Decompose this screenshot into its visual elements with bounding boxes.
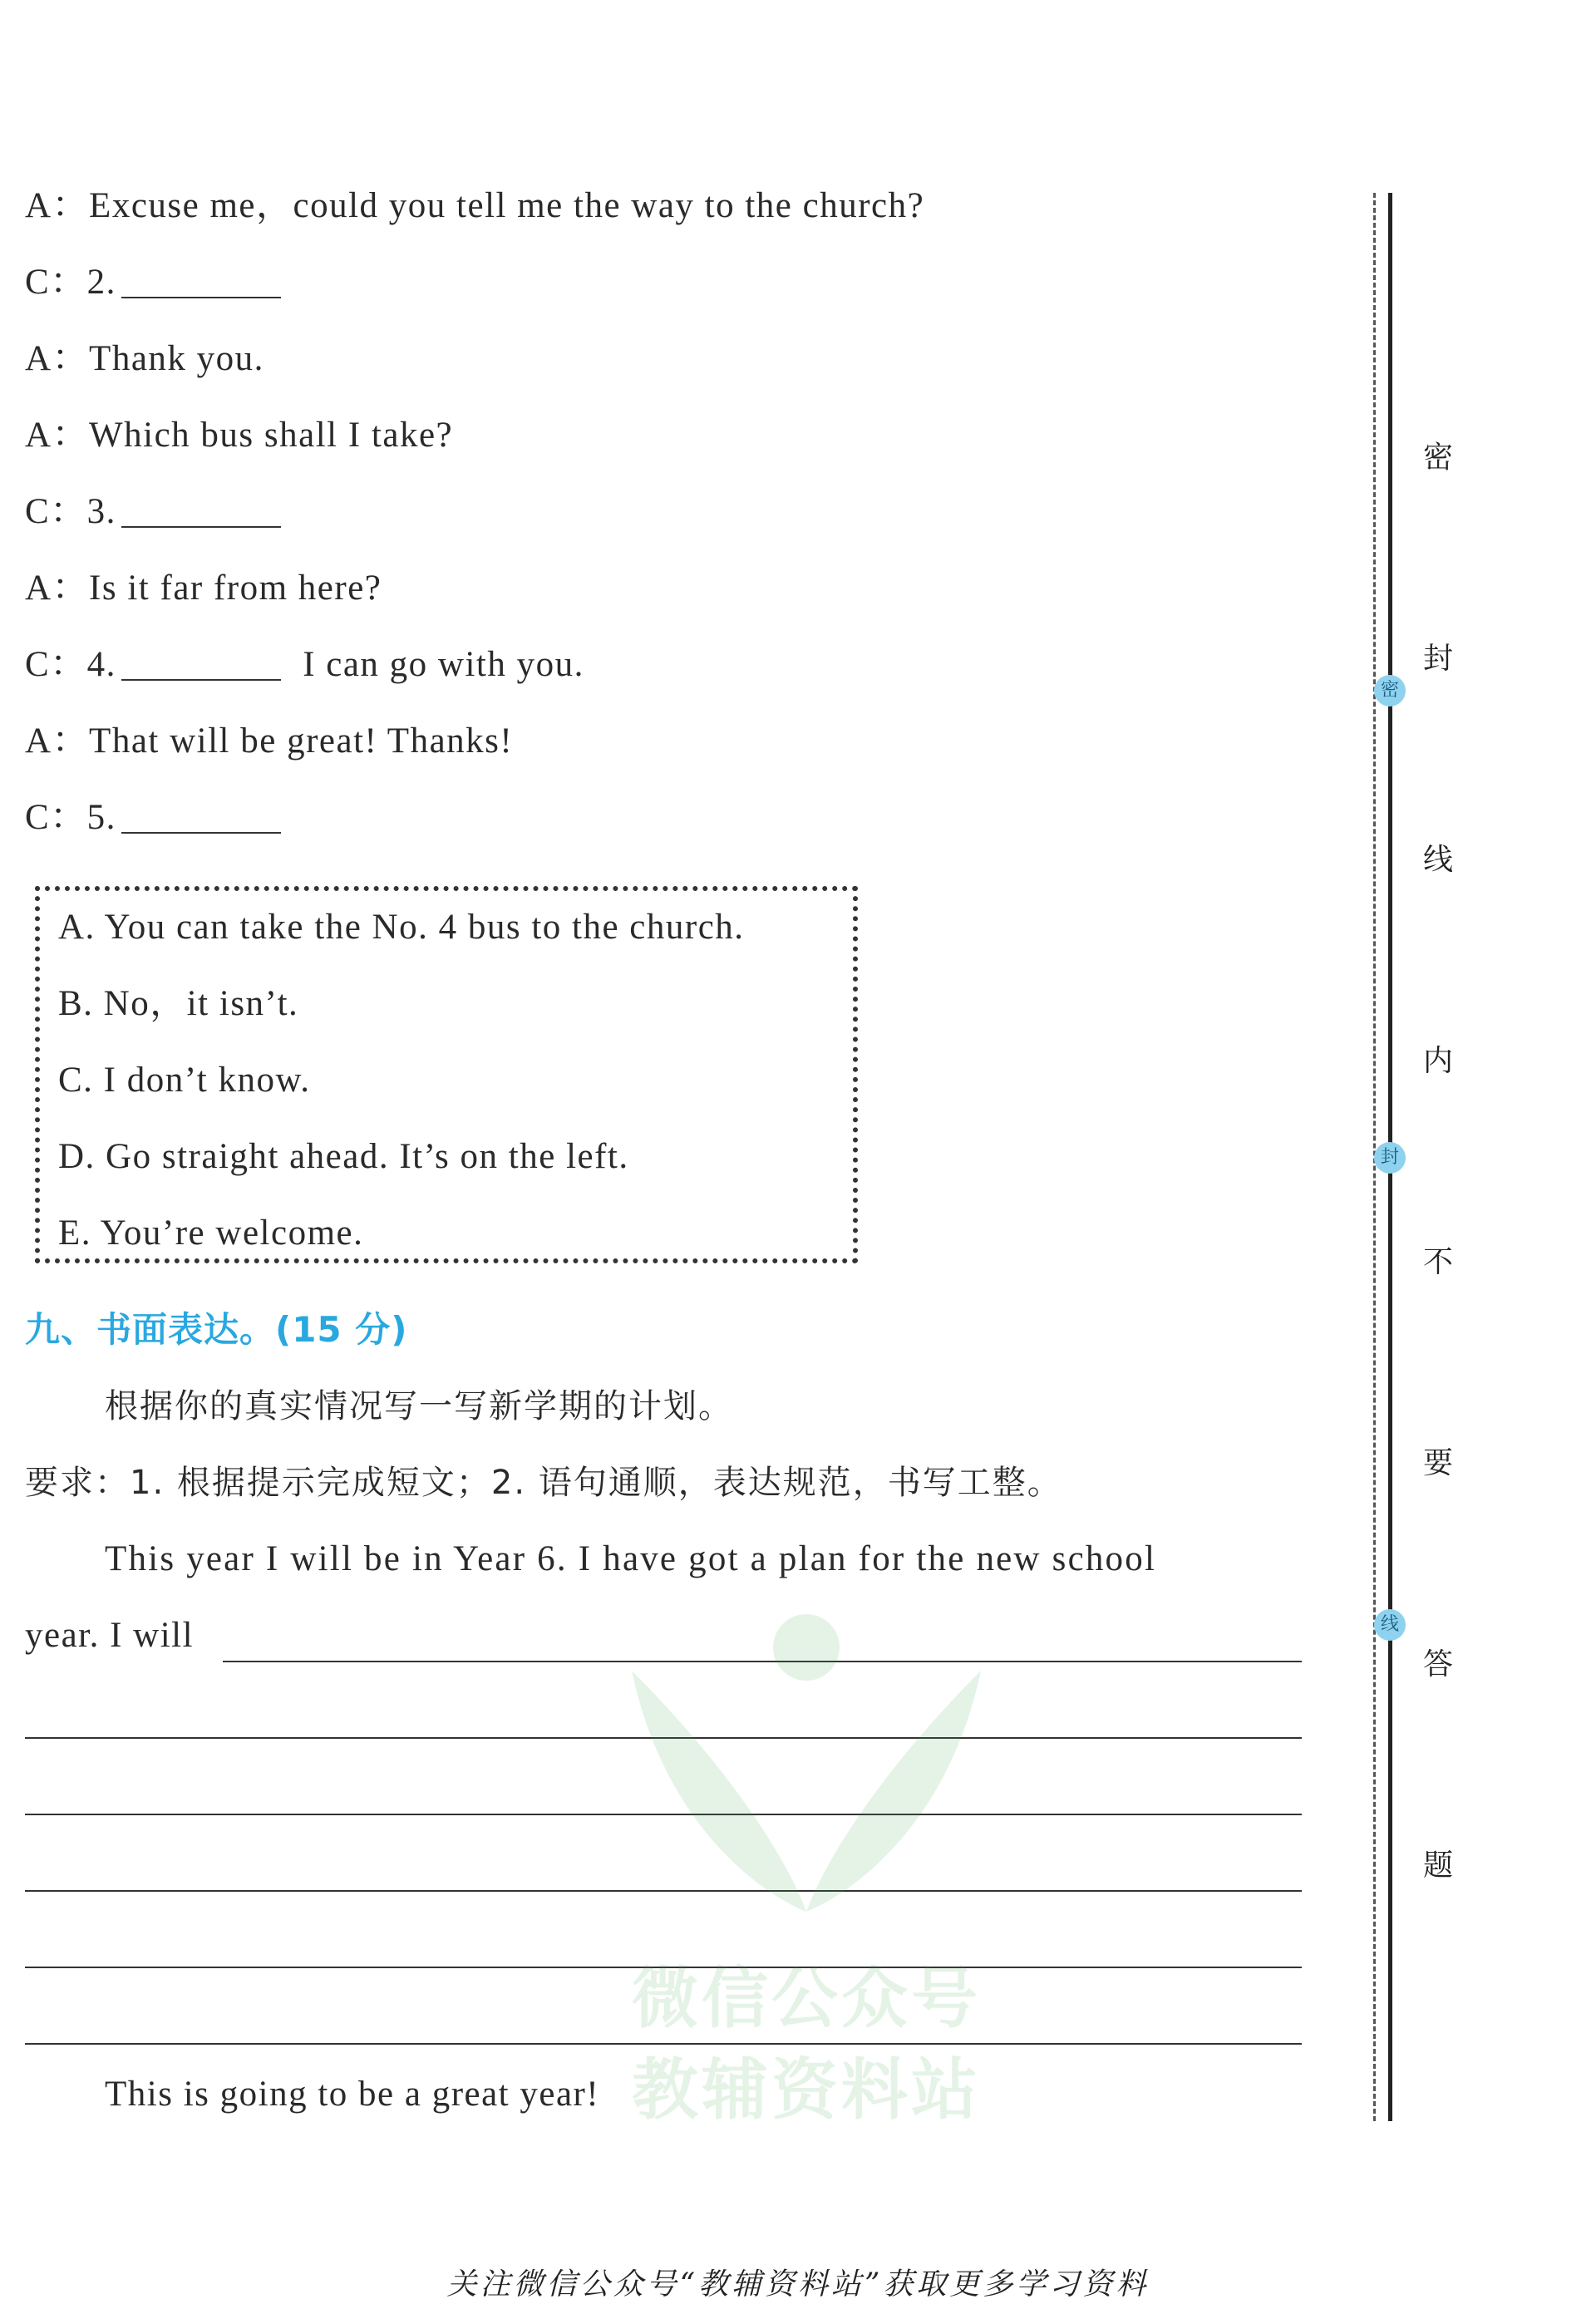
margin-char-5: 不 [1423, 1245, 1454, 1279]
answer-blank-3[interactable] [121, 493, 281, 528]
writing-instruction: 根据你的真实情况写一写新学期的计划。 [105, 1387, 733, 1425]
option-e: E. You’re welcome. [58, 1214, 364, 1253]
dialogue-line-7: C：4. I can go with you. [25, 645, 584, 684]
margin-char-8: 题 [1423, 1849, 1454, 1883]
answer-blank-5[interactable] [121, 799, 281, 834]
margin-badge-mi: 密 [1374, 675, 1406, 706]
options-box [35, 886, 858, 1263]
closing-sentence: This is going to be a great year! [105, 2075, 600, 2114]
margin-badge-xian: 线 [1374, 1609, 1406, 1641]
dialogue-line-1: A：Excuse me，could you tell me the way to the church? [25, 186, 925, 225]
watermark [598, 1612, 1014, 2144]
dialogue-line-6: A：Is it far from here? [25, 569, 382, 608]
prompt-line-2: year. I will [25, 1616, 195, 1655]
option-d: D. Go straight ahead. It’s on the left. [58, 1137, 629, 1176]
margin-char-3: 线 [1423, 843, 1454, 877]
watermark-text-2: 教辅资料站 [632, 2051, 981, 2129]
margin-badge-feng: 封 [1374, 1142, 1406, 1174]
prompt-line-1: This year I will be in Year 6. I have got a plan for the new school [105, 1539, 1157, 1578]
option-b: B. No，it isn’t. [58, 984, 299, 1023]
dialogue-line-2: C：2. [25, 259, 281, 306]
margin-char-1: 密 [1423, 441, 1454, 475]
option-a: A. You can take the No. 4 bus to the church. [58, 908, 745, 947]
answer-blank-2[interactable] [121, 263, 281, 298]
dialogue-line-3: A：Thank you. [25, 339, 264, 378]
dialogue-line-9: C：5. [25, 795, 281, 841]
dialogue-line-5: C：3. [25, 489, 281, 535]
section-heading: 九、书面表达。(15 分) [25, 1309, 408, 1350]
margin-char-2: 封 [1423, 642, 1454, 676]
writing-requirement: 要求：1. 根据提示完成短文；2. 语句通顺，表达规范，书写工整。 [25, 1464, 1062, 1502]
margin-char-7: 答 [1423, 1647, 1454, 1681]
watermark-text-1: 微信公众号 [632, 1960, 981, 2037]
margin-char-6: 要 [1423, 1446, 1454, 1480]
answer-blank-4[interactable] [121, 646, 281, 681]
dialogue-line-4: A：Which bus shall I take? [25, 416, 454, 455]
watermark-logo-icon [615, 1612, 998, 1945]
footer-note: 关注微信公众号“教辅资料站”获取更多学习资料 [446, 2267, 1150, 2302]
margin-char-4: 内 [1423, 1044, 1454, 1078]
dialogue-line-8: A：That will be great! Thanks! [25, 721, 514, 761]
option-c: C. I don’t know. [58, 1061, 311, 1100]
